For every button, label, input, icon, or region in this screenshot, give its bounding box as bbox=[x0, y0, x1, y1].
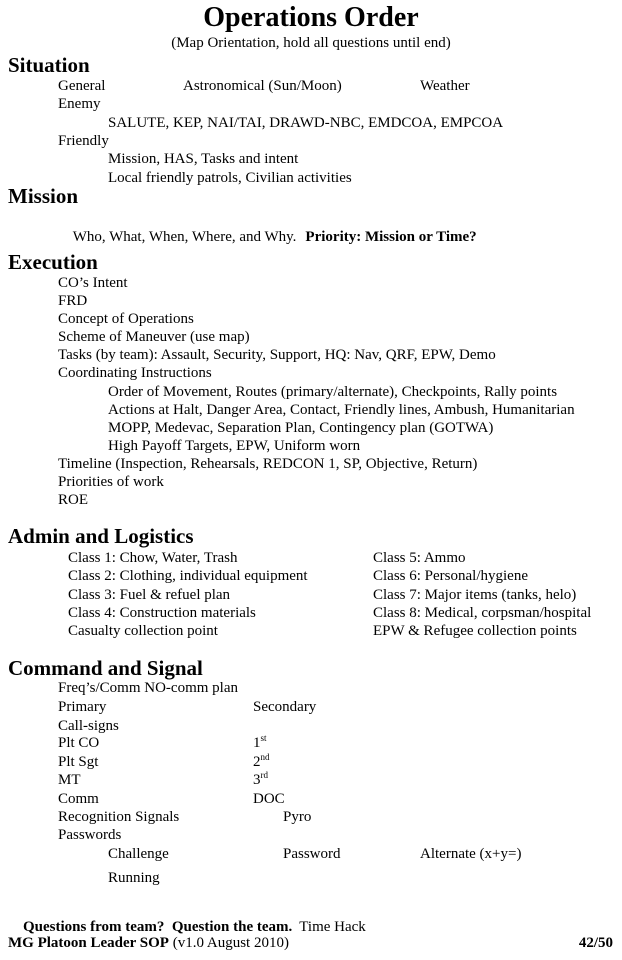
admin-row bbox=[0, 549, 622, 567]
mission-text: Who, What, When, Where, and Why. bbox=[72, 229, 297, 245]
admin-left: Casualty collection point bbox=[68, 623, 218, 639]
command-challenge: Challenge bbox=[108, 846, 169, 862]
admin-row bbox=[0, 586, 622, 604]
execution-item: CO’s Intent bbox=[58, 275, 128, 291]
callsign-value: DOC bbox=[253, 791, 285, 807]
command-alternate: Alternate (x+y=) bbox=[420, 846, 522, 862]
admin-right: Class 8: Medical, corpsman/hospital bbox=[373, 605, 592, 621]
callsign-row bbox=[0, 771, 622, 789]
page-title: Operations Order bbox=[203, 2, 419, 33]
callsign-value: 3rd bbox=[253, 770, 268, 788]
footer-row bbox=[0, 934, 622, 952]
heading-command-signal: Command and Signal bbox=[8, 656, 203, 680]
execution-item: ROE bbox=[58, 492, 88, 508]
situation-friendly-detail-2: Local friendly patrols, Civilian activities bbox=[108, 170, 352, 186]
callsign-row bbox=[0, 790, 622, 808]
recognition-row bbox=[0, 808, 622, 826]
command-password: Password bbox=[283, 846, 341, 862]
execution-item: Priorities of work bbox=[58, 474, 164, 490]
command-primary: Primary bbox=[58, 699, 107, 715]
admin-right: Class 5: Ammo bbox=[373, 550, 466, 566]
situation-enemy-detail: SALUTE, KEP, NAI/TAI, DRAWD-NBC, EMDCOA, EMPCOA bbox=[108, 115, 504, 131]
admin-row bbox=[0, 604, 622, 622]
callsign-label: Comm bbox=[58, 791, 99, 807]
page-number: 42/50 bbox=[578, 935, 613, 951]
admin-right: Class 7: Major items (tanks, helo) bbox=[373, 587, 577, 603]
admin-left: Class 2: Clothing, individual equipment bbox=[68, 568, 308, 584]
admin-left: Class 1: Chow, Water, Trash bbox=[68, 550, 238, 566]
callsign-row bbox=[0, 734, 622, 752]
situation-astronomical: Astronomical (Sun/Moon) bbox=[183, 78, 342, 94]
callsign-row bbox=[0, 753, 622, 771]
situation-weather: Weather bbox=[420, 78, 470, 94]
command-passwords: Passwords bbox=[58, 827, 122, 843]
command-secondary: Secondary bbox=[253, 699, 317, 715]
heading-admin-logistics: Admin and Logistics bbox=[8, 524, 194, 548]
coordinating-detail: High Payoff Targets, EPW, Uniform worn bbox=[108, 438, 361, 454]
situation-friendly-detail-1: Mission, HAS, Tasks and intent bbox=[108, 151, 299, 167]
heading-situation: Situation bbox=[8, 53, 90, 77]
doc-footer: MG Platoon Leader SOP (v1.0 August 2010) bbox=[8, 935, 289, 951]
questions-bold: Questions from team? Question the team. bbox=[23, 919, 293, 935]
execution-item: Coordinating Instructions bbox=[58, 365, 212, 381]
callsign-value: 1st bbox=[253, 733, 267, 751]
command-recognition: Recognition Signals bbox=[58, 809, 180, 825]
execution-item: FRD bbox=[58, 293, 88, 309]
page-subtitle: (Map Orientation, hold all questions until end) bbox=[171, 35, 451, 51]
situation-general: General bbox=[58, 78, 106, 94]
callsign-label: Plt CO bbox=[58, 735, 100, 751]
coordinating-detail: Order of Movement, Routes (primary/alternate), Checkpoints, Rally points bbox=[108, 384, 558, 400]
command-pyro: Pyro bbox=[283, 809, 312, 825]
situation-enemy: Enemy bbox=[58, 96, 101, 112]
callsign-label: MT bbox=[58, 772, 81, 788]
admin-right: Class 6: Personal/hygiene bbox=[373, 568, 528, 584]
callsign-label: Plt Sgt bbox=[58, 754, 99, 770]
admin-left: Class 4: Construction materials bbox=[68, 605, 256, 621]
coordinating-detail: MOPP, Medevac, Separation Plan, Contingency plan (GOTWA) bbox=[108, 420, 494, 436]
command-running: Running bbox=[108, 870, 160, 886]
mission-priority: Priority: Mission or Time? bbox=[305, 229, 477, 245]
time-hack: Time Hack bbox=[299, 919, 366, 935]
heading-execution: Execution bbox=[8, 250, 98, 274]
admin-row bbox=[0, 622, 622, 640]
admin-left: Class 3: Fuel & refuel plan bbox=[68, 587, 231, 603]
execution-item: Timeline (Inspection, Rehearsals, REDCON 1, SP, Objective, Return) bbox=[58, 456, 478, 472]
command-freq: Freq’s/Comm NO-comm plan bbox=[58, 680, 238, 696]
password-row bbox=[0, 845, 622, 863]
mission-line bbox=[58, 210, 477, 264]
coordinating-detail: Actions at Halt, Danger Area, Contact, Friendly lines, Ambush, Humanitarian bbox=[108, 402, 575, 418]
situation-friendly: Friendly bbox=[58, 133, 109, 149]
admin-right: EPW & Refugee collection points bbox=[373, 623, 577, 639]
command-primary-row bbox=[0, 698, 622, 716]
execution-item: Concept of Operations bbox=[58, 311, 194, 327]
execution-item: Scheme of Maneuver (use map) bbox=[58, 329, 250, 345]
execution-item: Tasks (by team): Assault, Security, Support, HQ: Nav, QRF, EPW, Demo bbox=[58, 347, 496, 363]
admin-row bbox=[0, 567, 622, 585]
command-callsigns: Call-signs bbox=[58, 718, 119, 734]
callsign-value: 2nd bbox=[253, 752, 270, 770]
heading-mission: Mission bbox=[8, 184, 79, 208]
situation-general-row bbox=[0, 77, 622, 95]
